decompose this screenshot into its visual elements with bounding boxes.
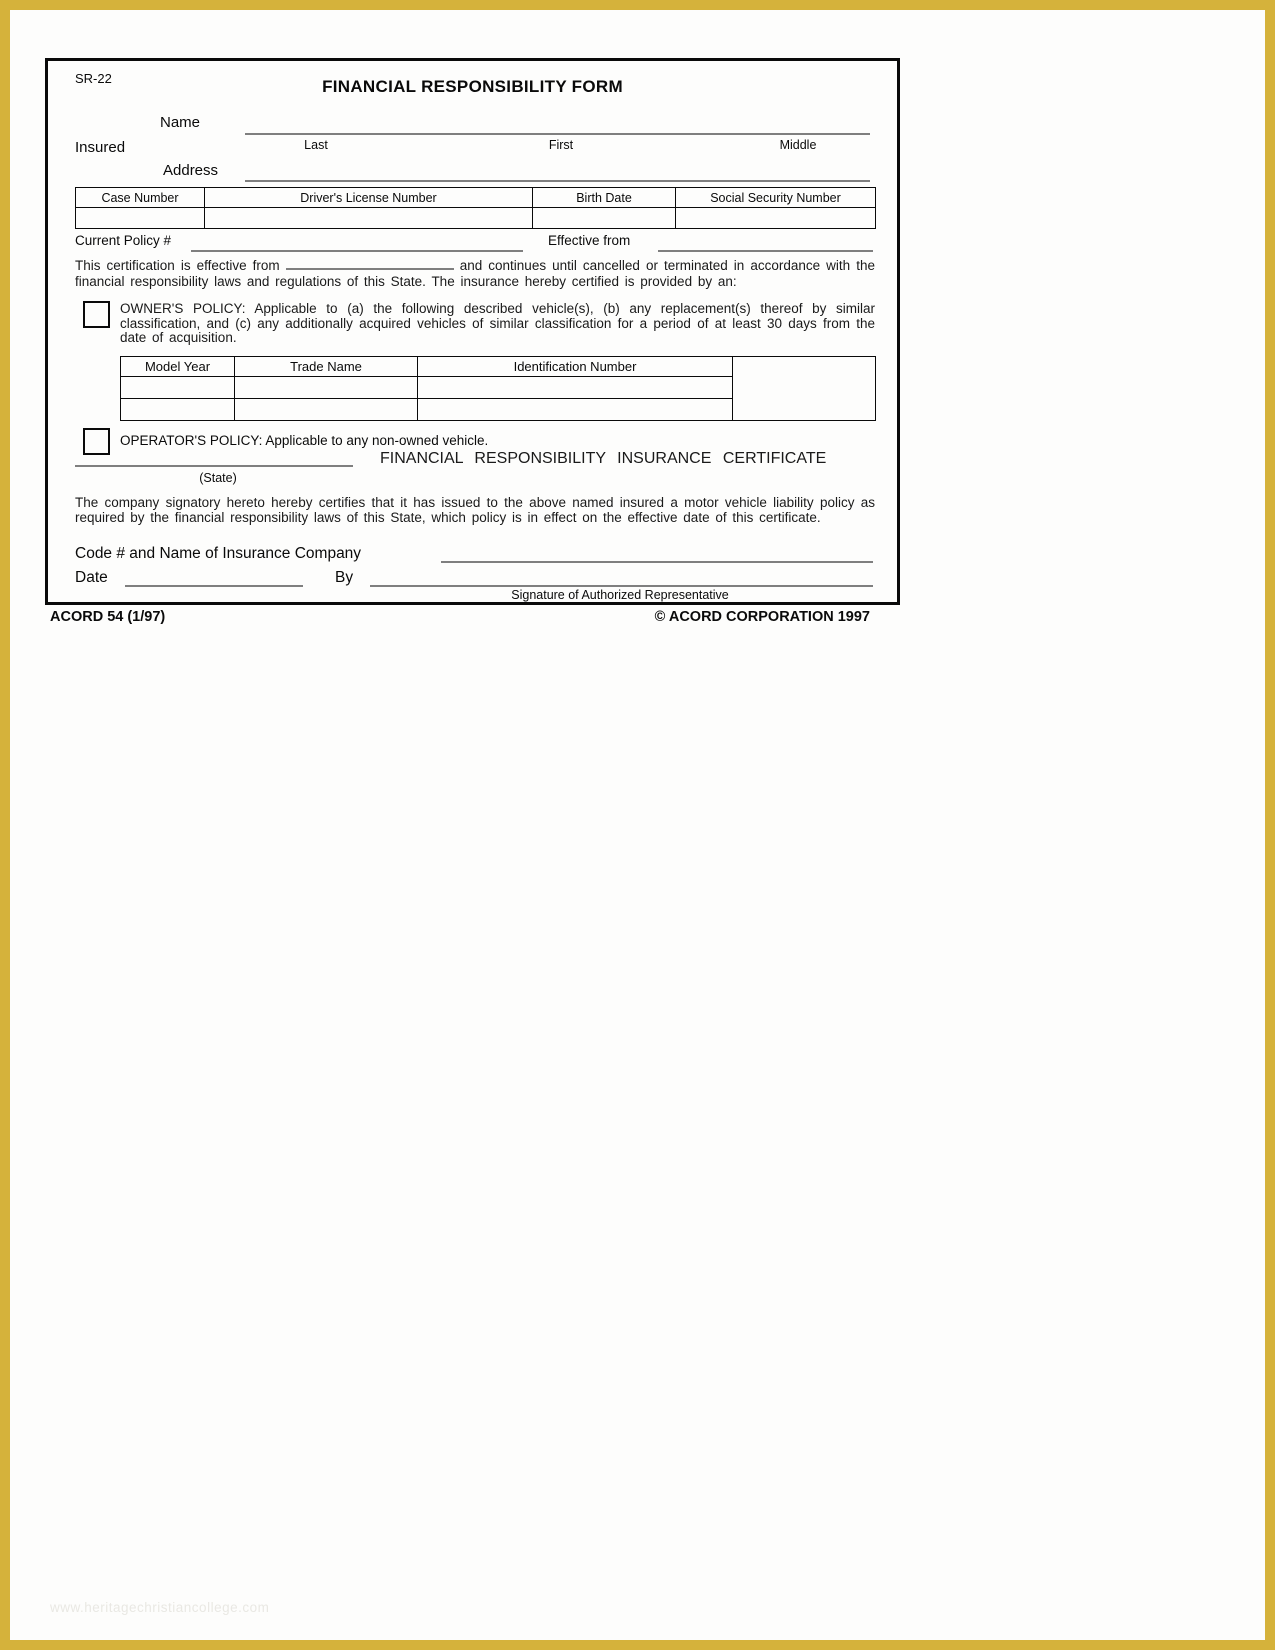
name-first-sublabel: First — [548, 138, 574, 152]
signature-caption: Signature of Authorized Representative — [511, 588, 729, 602]
acord-copyright: © ACORD CORPORATION 1997 — [654, 609, 870, 625]
vehicle-table-header-row — [121, 357, 876, 377]
owners-policy-text: OWNER'S POLICY: Applicable to (a) the following described vehicle(s), (b) any replacement(s) thereof by similar classification, and (c) any additionally acquired vehicles of similar classification for a period of at least 30 days from the date of acquisition. — [120, 301, 875, 345]
id-table — [75, 187, 876, 229]
certification-paragraph — [75, 258, 875, 289]
by-label: By — [335, 569, 354, 586]
trade-name-cell-2[interactable] — [235, 399, 418, 421]
address-input-line[interactable] — [245, 180, 870, 182]
name-middle-sublabel: Middle — [779, 138, 817, 152]
acord-form-number: ACORD 54 (1/97) — [50, 609, 166, 625]
certificate-body: The company signatory hereto hereby certifies that it has issued to the above named insured a motor vehicle liability policy as required by the financial responsibility laws of this State, which policy is in effect on the effective date of this certificate. — [75, 495, 875, 525]
trade-name-cell-1[interactable] — [235, 377, 418, 399]
certification-text-after: and continues until cancelled or terminated in accordance with the financial responsibility laws and regulations of this State. The insurance hereby certified is provided by an: — [75, 258, 875, 289]
form-code: SR-22 — [75, 71, 112, 86]
drivers-license-cell[interactable] — [205, 208, 533, 229]
insurance-company-label: Code # and Name of Insurance Company — [75, 545, 362, 562]
effective-from-label: Effective from — [548, 233, 631, 248]
ssn-cell[interactable] — [676, 208, 876, 229]
state-input-line[interactable] — [75, 465, 353, 467]
model-year-cell-1[interactable] — [121, 377, 235, 399]
owners-policy-checkbox[interactable] — [83, 301, 110, 328]
address-label: Address — [163, 162, 219, 179]
effective-from-input-line[interactable] — [658, 250, 873, 252]
insured-label: Insured — [75, 139, 126, 156]
ssn-header: Social Security Number — [676, 188, 876, 208]
date-input-line[interactable] — [125, 585, 303, 587]
name-label: Name — [160, 114, 201, 131]
current-policy-label: Current Policy # — [75, 233, 172, 248]
identification-number-cell-1[interactable] — [418, 377, 733, 399]
signature-input-line[interactable] — [370, 585, 873, 587]
trade-name-header: Trade Name — [235, 357, 418, 377]
model-year-cell-2[interactable] — [121, 399, 235, 421]
birth-date-cell[interactable] — [533, 208, 676, 229]
case-number-header: Case Number — [76, 188, 205, 208]
case-number-cell[interactable] — [76, 208, 205, 229]
current-policy-input-line[interactable] — [191, 250, 523, 252]
name-input-line[interactable] — [245, 133, 870, 135]
id-table-value-row — [76, 208, 876, 229]
certification-effective-date-blank[interactable] — [286, 259, 454, 270]
id-table-header-row — [76, 188, 876, 208]
vehicle-table-side-cell — [733, 357, 876, 421]
operators-policy-checkbox[interactable] — [83, 428, 110, 455]
insurance-company-input-line[interactable] — [441, 561, 873, 563]
identification-number-header: Identification Number — [418, 357, 733, 377]
form-title: FINANCIAL RESPONSIBILITY FORM — [322, 77, 623, 96]
state-label: (State) — [199, 471, 237, 485]
watermark: www.heritagechristiancollege.com — [50, 1600, 270, 1615]
financial-responsibility-form — [45, 58, 900, 605]
drivers-license-header: Driver's License Number — [205, 188, 533, 208]
identification-number-cell-2[interactable] — [418, 399, 733, 421]
birth-date-header: Birth Date — [533, 188, 676, 208]
model-year-header: Model Year — [121, 357, 235, 377]
operators-policy-text: OPERATOR'S POLICY: Applicable to any non-owned vehicle. — [120, 433, 489, 448]
vehicle-table — [120, 356, 876, 421]
date-label: Date — [75, 569, 108, 586]
certification-text-before: This certification is effective from — [75, 258, 280, 273]
name-last-sublabel: Last — [304, 138, 328, 152]
certificate-title: FINANCIAL RESPONSIBILITY INSURANCE CERTIFICATE — [380, 450, 827, 467]
